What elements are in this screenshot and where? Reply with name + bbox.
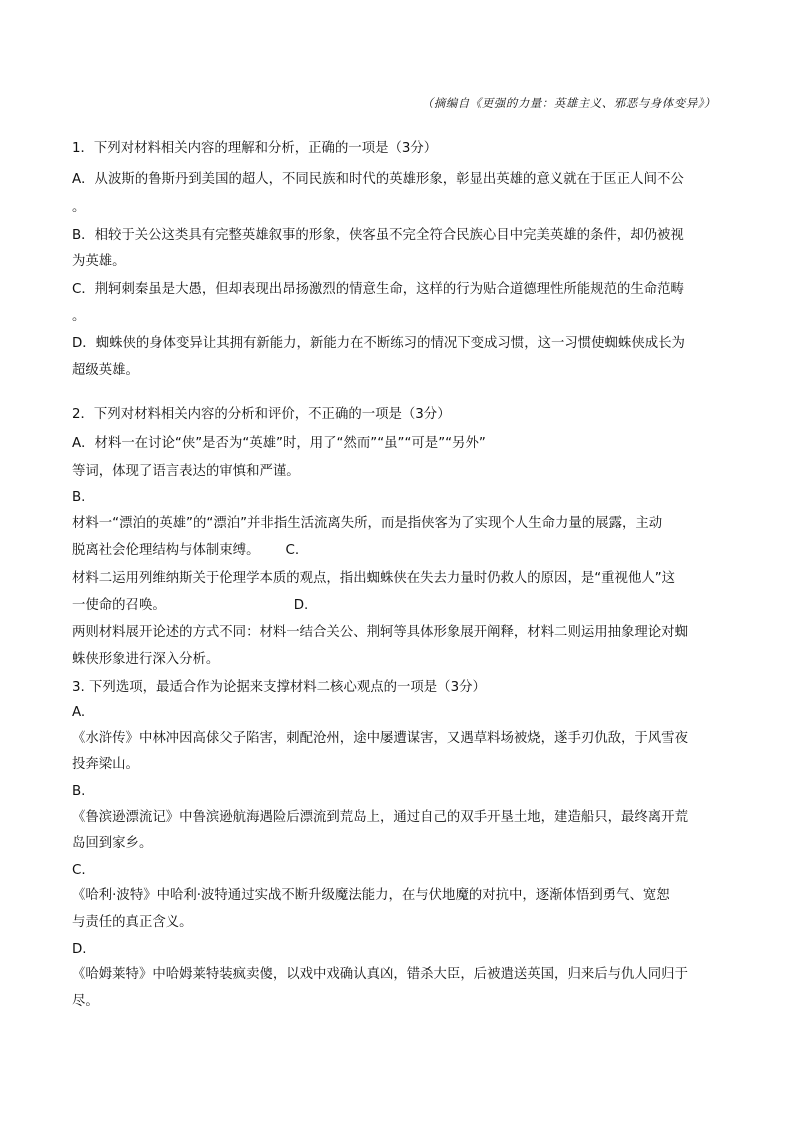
q2-option-b-line2: 脱离社会伦理结构与体制束缚。 xyxy=(72,543,260,558)
q3-option-d-line1: 《哈姆莱特》中哈姆莱特装疯卖傻，以戏中戏确认真凶，错杀大臣，后被遣送英国，归来后与仇人同归于 xyxy=(72,967,688,982)
q1-option-b-line2: 为英雄。 xyxy=(72,254,126,269)
q2-option-d-line2: 蛛侠形象进行深入分析。 xyxy=(72,652,220,667)
q2-option-b-label: B. xyxy=(72,490,86,505)
q2-option-c-line2-row xyxy=(72,596,732,616)
q2-option-b-line2-row xyxy=(72,541,732,561)
q2-option-c-line2: 一使命的召唤。 xyxy=(72,598,166,613)
q3-option-c-line2: 与责任的真正含义。 xyxy=(72,915,193,930)
q3-option-b-label: B. xyxy=(72,784,86,799)
q2-option-d-line1: 两则材料展开论述的方式不同：材料一结合关公、荆轲等具体形象展开阐释，材料二则运用抽象理论对蜘 xyxy=(72,625,688,640)
q3-option-d-line2: 尽。 xyxy=(72,994,99,1009)
q2-option-a-line1: A．材料一在讨论“侠”是否为“英雄”时，用了“然而”“虽”“可是”“另外” xyxy=(72,436,486,451)
q1-option-d-line2: 超级英雄。 xyxy=(72,363,139,378)
q1-option-c-line1: C．荆轲刺秦虽是大愚，但却表现出昂扬激烈的情意生命，这样的行为贴合道德理性所能规范的生命范畴 xyxy=(72,282,684,297)
q3-option-a-label: A. xyxy=(72,705,86,720)
q1-stem: 1．下列对材料相关内容的理解和分析，正确的一项是（3分） xyxy=(72,141,438,156)
q1-option-a-line1: A．从波斯的鲁斯丹到美国的超人，不同民族和时代的英雄形象，彰显出英雄的意义就在于匡正人间不公 xyxy=(72,172,684,187)
q2-option-c-line1: 材料二运用列维纳斯关于伦理学本质的观点，指出蜘蛛侠在失去力量时仍救人的原因，是“重视他人”这 xyxy=(72,571,676,586)
q2-stem: 2．下列对材料相关内容的分析和评价，不正确的一项是（3分） xyxy=(72,407,451,422)
q3-option-b-line1: 《鲁滨逊漂流记》中鲁滨逊航海遇险后漂流到荒岛上，通过自己的双手开垦土地，建造船只，最终离开荒 xyxy=(72,810,688,825)
q3-option-d-label: D. xyxy=(72,942,87,957)
source-citation: （摘编自《更强的力量：英雄主义、邪恶与身体变异》） xyxy=(421,96,716,110)
q3-option-a-line2: 投奔梁山。 xyxy=(72,757,139,772)
q1-option-d-line1: D．蜘蛛侠的身体变异让其拥有新能力，新能力在不断练习的情况下变成习惯，这一习惯使蜘蛛侠成长为 xyxy=(72,336,685,351)
q2-option-b-line1: 材料一“漂泊的英雄”的“漂泊”并非指生活流离失所，而是指侠客为了实现个人生命力量的展露，主动 xyxy=(72,516,663,531)
q3-option-c-label: C. xyxy=(72,863,86,878)
q2-option-d-label: D. xyxy=(293,598,309,613)
q3-option-b-line2: 岛回到家乡。 xyxy=(72,836,153,851)
q1-option-a-line2: 。 xyxy=(72,200,86,215)
q3-option-c-line1: 《哈利·波特》中哈利·波特通过实战不断升级魔法能力，在与伏地魔的对抗中，逐渐体悟到勇气、宽恕 xyxy=(72,888,670,903)
q1-option-b-line1: B．相较于关公这类具有完整英雄叙事的形象，侠客虽不完全符合民族心目中完美英雄的条件，却仍被视 xyxy=(72,228,684,243)
q2-option-a-line2: 等词，体现了语言表达的审慎和严谨。 xyxy=(72,464,300,479)
q2-option-c-label: C. xyxy=(285,543,300,558)
q3-stem: 3. 下列选项，最适合作为论据来支撑材料二核心观点的一项是（3分） xyxy=(72,680,486,695)
q1-option-c-line2: 。 xyxy=(72,309,86,324)
q3-option-a-line1: 《水浒传》中林冲因高俅父子陷害，刺配沧州，途中屡遭谋害，又遇草料场被烧，遂手刃仇敌，于风雪夜 xyxy=(72,731,688,746)
